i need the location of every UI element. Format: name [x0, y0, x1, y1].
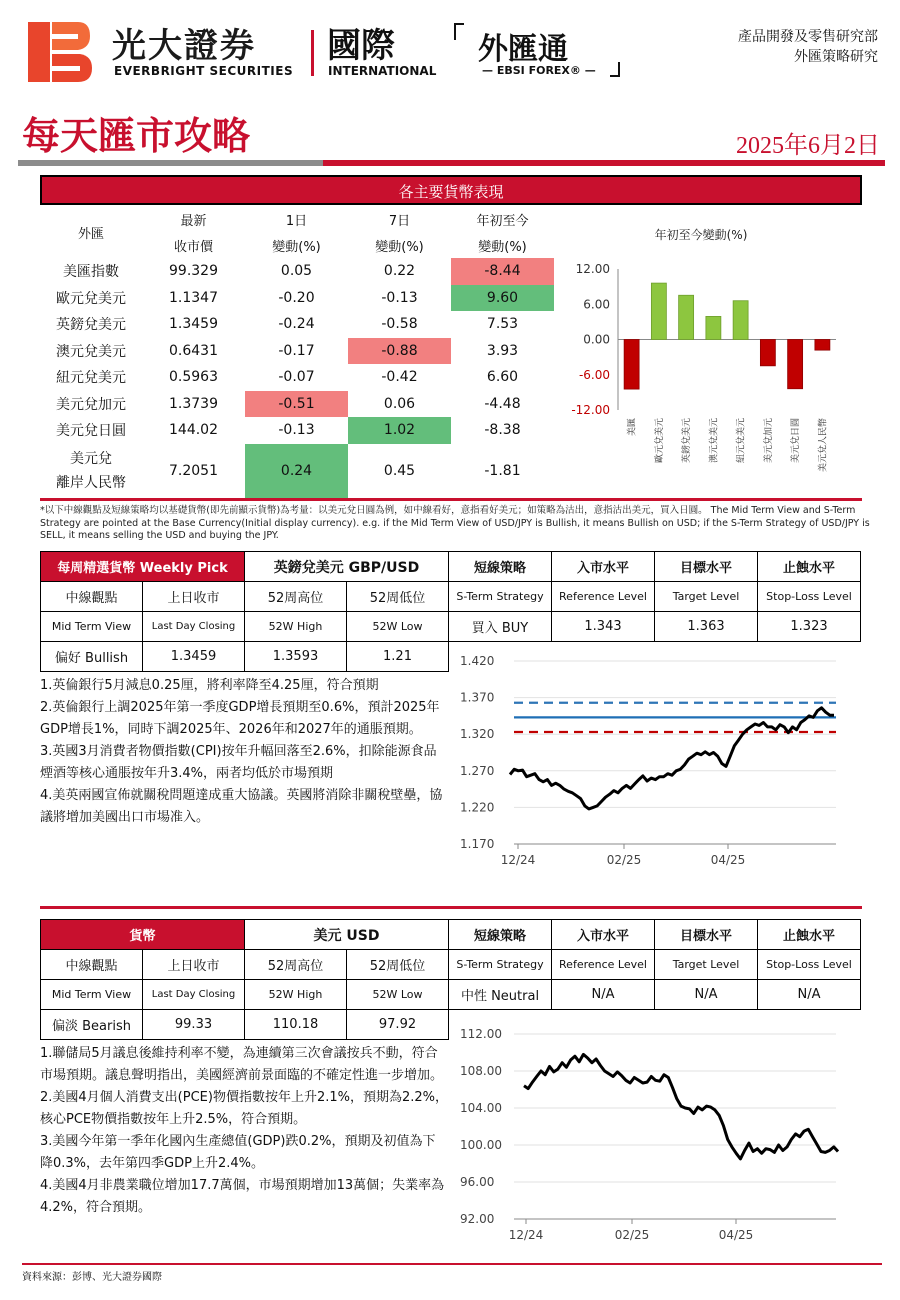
brand-international-cn: 國際 [327, 26, 395, 66]
reference-header: 入市水平 [552, 920, 655, 950]
d7-value: -0.58 [381, 316, 418, 333]
last-close-en-header: Last Day Closing [143, 980, 245, 1010]
strategy-value: 中性 Neutral [449, 980, 552, 1010]
header-ytd-1: 年初至今 [476, 213, 529, 229]
bar [651, 283, 666, 339]
y-tick-label: 1.220 [460, 800, 495, 815]
y-tick-label: 0.00 [583, 332, 610, 347]
y-tick-label: 100.00 [460, 1138, 502, 1152]
brand-name-en: EVERBRIGHT SECURITIES [114, 64, 294, 78]
strategy-en-header: S-Term Strategy [449, 950, 552, 980]
x-tick-label: 02/25 [614, 1228, 650, 1242]
table-row [40, 311, 554, 338]
close-value: 1.3739 [169, 395, 218, 412]
ytd-value: 9.60 [451, 285, 554, 312]
department-subtitle: 外匯策略研究 [794, 49, 878, 65]
high-52w-en-header: 52W High [245, 980, 347, 1010]
low-52w-value: 97.92 [347, 1010, 449, 1040]
high-52w-header: 52周高位 [245, 582, 347, 612]
target-en-header: Target Level [655, 950, 758, 980]
stoploss-header: 止蝕水平 [758, 920, 861, 950]
x-tick-label: 美匯 [627, 418, 638, 437]
stoploss-value: 1.323 [758, 612, 861, 642]
usd-pick-header: 貨幣 [41, 920, 245, 950]
x-tick-label: 美元兌加元 [763, 418, 774, 464]
d7-value: 0.45 [383, 462, 416, 479]
everbright-logo-icon [28, 20, 92, 84]
pair-name [40, 444, 142, 498]
mid-view-header: 中線觀點 [41, 950, 143, 980]
footer-rule [22, 1263, 882, 1265]
ytd-value: -1.81 [484, 462, 521, 479]
y-tick-label: 12.00 [575, 262, 610, 276]
d1-value: -0.17 [278, 342, 315, 359]
commentary-item: 3.美國今年第一季年化國內生產總值(GDP)跌0.2%，預期及初值為下降0.3%，去年第四季GDP上升2.4%。 [40, 1134, 436, 1171]
x-tick-label: 紐元兌美元 [736, 418, 747, 464]
usd-index-line-chart [452, 1022, 862, 1252]
close-value: 144.02 [169, 422, 218, 439]
commentary-item: 1.聯儲局5月議息後維持利率不變，為連續第三次會議按兵不動，符合市場預期。議息聲明指出，美國經濟前景面臨的不確定性進一步增加。 [40, 1046, 444, 1083]
y-tick-label: 108.00 [460, 1064, 502, 1078]
x-tick-label: 英鎊兌美元 [682, 418, 693, 464]
performance-banner: 各主要貨幣表現 [40, 175, 862, 205]
y-tick-label: -6.00 [578, 367, 610, 382]
department-name: 產品開發及零售研究部 [738, 29, 878, 45]
table-row [40, 364, 554, 391]
header-pair: 外匯 [77, 226, 104, 242]
methodology-note: *以下中線觀點及短線策略均以基礎貨幣(即先前顯示貨幣)為考量：以美元兌日圓為例，如中線看好，意指看好美元；如策略為沽出，意指沽出美元，買入日圓。 The Mid Term View and S-Term Strategy are pointed at the Base Currency(Initial display currency). e.g. if the Mid Term View of USD/JPY is Bullish, it means Bullish on USD; if the S-Term Strategy of USD/JPY is SELL, it means selling the USD and buying the JPY. [40, 505, 870, 541]
x-tick-label: 美元兌人民幣 [818, 418, 829, 473]
x-tick-label: 12/24 [500, 853, 536, 867]
chart-title: 年初至今變動(%) [654, 228, 748, 242]
fx-brand-en: — EBSI FOREX® — [482, 64, 596, 77]
d1-value: -0.20 [278, 289, 315, 306]
low-52w-en-header: 52W Low [347, 612, 449, 642]
stoploss-header: 止蝕水平 [758, 552, 861, 582]
high-52w-en-header: 52W High [245, 612, 347, 642]
y-tick-label: 1.320 [460, 727, 495, 742]
y-tick-label: 96.00 [460, 1175, 495, 1189]
fx-brand-cn: 外匯通 [478, 32, 568, 67]
y-tick-label: 112.00 [460, 1027, 502, 1041]
last-close-header: 上日收市 [143, 582, 245, 612]
x-tick-label: 美元兌日圓 [791, 418, 802, 464]
ytd-value: -8.38 [484, 422, 521, 439]
page-title: 每天匯市攻略 [22, 114, 251, 158]
reference-en-header: Reference Level [552, 582, 655, 612]
commentary-item: 2.英倫銀行上調2025年第一季度GDP增長預期至0.6%，預計2025年GDP增長1%，同時下調2025年、2026年和2027年的通脹預期。 [40, 700, 440, 737]
header-d7-1: 7日 [388, 213, 411, 229]
header-close-2: 收市價 [173, 239, 213, 255]
header-ytd-2: 變動(%) [478, 239, 527, 255]
ytd-value: -8.44 [451, 258, 554, 285]
y-tick-label: 1.420 [460, 654, 495, 668]
reference-header: 入市水平 [552, 552, 655, 582]
price-series-line [510, 708, 834, 809]
d1-value: -0.51 [245, 391, 348, 418]
ytd-change-bar-chart [556, 215, 866, 485]
strategy-header: 短線策略 [449, 552, 552, 582]
currency-performance-table [40, 206, 554, 498]
low-52w-header: 52周低位 [347, 950, 449, 980]
strategy-en-header: S-Term Strategy [449, 582, 552, 612]
last-close-value: 1.3459 [143, 642, 245, 672]
pair-name: 紐元兌美元 [56, 370, 126, 387]
mid-view-header: 中線觀點 [41, 582, 143, 612]
pair-name-line2: 離岸人民幣 [56, 474, 126, 491]
high-52w-value: 1.3593 [245, 642, 347, 672]
high-52w-value: 110.18 [245, 1010, 347, 1040]
d1-value: 0.05 [280, 263, 313, 280]
target-value: 1.363 [655, 612, 758, 642]
last-close-header: 上日收市 [143, 950, 245, 980]
header-d7-2: 變動(%) [375, 239, 424, 255]
stoploss-en-header: Stop-Loss Level [758, 950, 861, 980]
x-tick-label: 04/25 [718, 1228, 754, 1242]
brand-name-cn: 光大證券 [112, 26, 256, 66]
y-tick-label: 104.00 [460, 1101, 502, 1115]
d7-value: 0.06 [383, 395, 416, 412]
pair-name: 美元兌日圓 [56, 423, 126, 440]
x-tick-label: 歐元兌美元 [654, 418, 665, 464]
close-value: 0.6431 [169, 342, 218, 359]
stoploss-en-header: Stop-Loss Level [758, 582, 861, 612]
header-d1-1: 1日 [285, 213, 308, 229]
bar [706, 316, 721, 339]
mid-view-en-header: Mid Term View [41, 980, 143, 1010]
table-row [40, 285, 554, 312]
stoploss-value: N/A [758, 980, 861, 1010]
d1-value: 0.24 [245, 444, 348, 498]
close-value: 0.5963 [169, 369, 218, 386]
header-d1-2: 變動(%) [272, 239, 321, 255]
weekly-pick-pair: 英鎊兌美元 GBP/USD [245, 552, 449, 582]
commentary-item: 3.英國3月消費者物價指數(CPI)按年升幅回落至2.6%，扣除能源食品煙酒等核心通脹按年升3.4%，兩者均低於市場預期 [40, 744, 437, 781]
bar [733, 301, 748, 340]
target-header: 目標水平 [655, 552, 758, 582]
target-header: 目標水平 [655, 920, 758, 950]
d7-value: 0.22 [383, 263, 416, 280]
table-row [40, 391, 554, 418]
weekly-pick-header: 每周精選貨幣 Weekly Pick [41, 552, 245, 582]
header-rule-grey [18, 160, 323, 166]
bar [788, 340, 803, 389]
close-value: 99.329 [169, 263, 218, 280]
ytd-value: 3.93 [486, 342, 519, 359]
d1-value: -0.24 [278, 316, 315, 333]
pair-name: 美元兌加元 [56, 396, 126, 413]
pair-name: 歐元兌美元 [56, 290, 126, 307]
commentary-item: 1.英倫銀行5月減息0.25厘，將利率降至4.25厘，符合預期 [40, 678, 379, 693]
d7-value: -0.88 [348, 338, 451, 365]
d1-value: -0.13 [278, 422, 315, 439]
reference-value: 1.343 [552, 612, 655, 642]
bar [815, 340, 830, 351]
last-close-value: 99.33 [143, 1010, 245, 1040]
y-tick-label: 1.270 [460, 763, 495, 778]
y-tick-label: 6.00 [583, 297, 610, 312]
pair-name: 美匯指數 [63, 264, 119, 281]
y-tick-label: -12.00 [571, 403, 610, 417]
ytd-value: 7.53 [486, 316, 519, 333]
close-value: 1.3459 [169, 316, 218, 333]
commentary-item: 4.美英兩國宣佈就關稅問題達成重大協議。英國將消除非關稅壁壘，協議將增加美國出口市場准入。 [40, 788, 443, 825]
bar [760, 340, 775, 366]
pick2-commentary [40, 1043, 448, 1219]
d7-value: -0.13 [381, 289, 418, 306]
commentary-item: 4.美國4月非農業職位增加17.7萬個，市場預期增加13萬個；失業率為4.2%，符合預期。 [40, 1178, 445, 1215]
gbpusd-line-chart [452, 650, 862, 875]
section-divider [40, 906, 862, 909]
pick1-commentary [40, 675, 448, 829]
data-source: 資料來源：彭博、光大證券國際 [22, 1272, 162, 1283]
low-52w-header: 52周低位 [347, 582, 449, 612]
last-close-en-header: Last Day Closing [143, 612, 245, 642]
high-52w-header: 52周高位 [245, 950, 347, 980]
mid-view-en-header: Mid Term View [41, 612, 143, 642]
close-value: 1.1347 [169, 289, 218, 306]
table-row [40, 417, 554, 444]
pair-name: 英鎊兌美元 [56, 317, 126, 334]
usd-pick-pair: 美元 USD [245, 920, 449, 950]
low-52w-value: 1.21 [347, 642, 449, 672]
report-date: 2025年6月2日 [736, 133, 880, 159]
y-tick-label: 1.370 [460, 690, 495, 705]
strategy-header: 短線策略 [449, 920, 552, 950]
pair-name: 澳元兌美元 [56, 343, 126, 360]
bar [679, 295, 694, 339]
note-divider [40, 498, 862, 501]
mid-view-value: 偏淡 Bearish [41, 1010, 143, 1040]
d7-value: -0.42 [381, 369, 418, 386]
ytd-value: 6.60 [486, 369, 519, 386]
d1-value: -0.07 [278, 369, 315, 386]
table-row [40, 338, 554, 365]
header-close-1: 最新 [180, 213, 207, 229]
d7-value: 1.02 [348, 417, 451, 444]
low-52w-en-header: 52W Low [347, 980, 449, 1010]
target-value: N/A [655, 980, 758, 1010]
ytd-value: -4.48 [484, 395, 521, 412]
header-rule-red [323, 160, 885, 166]
close-value: 7.2051 [169, 462, 218, 479]
brand-divider [311, 30, 314, 76]
commentary-item: 2.美國4月個人消費支出(PCE)物價指數按年上升2.1%，預期為2.2%，核心PCE物價指數按年上升2.5%，符合預期。 [40, 1090, 449, 1127]
x-tick-label: 澳元兌美元 [709, 418, 720, 464]
y-tick-label: 92.00 [460, 1212, 495, 1226]
target-en-header: Target Level [655, 582, 758, 612]
x-tick-label: 02/25 [606, 853, 642, 867]
x-tick-label: 04/25 [710, 853, 746, 867]
price-series-line [524, 1054, 838, 1159]
table-row [40, 258, 554, 285]
x-tick-label: 12/24 [508, 1228, 544, 1242]
mid-view-value: 偏好 Bullish [41, 642, 143, 672]
reference-value: N/A [552, 980, 655, 1010]
table-row [40, 444, 554, 498]
strategy-value: 買入 BUY [449, 612, 552, 642]
brand-international-en: INTERNATIONAL [328, 64, 437, 78]
pair-name-line1: 美元兌 [70, 450, 112, 467]
y-tick-label: 1.170 [460, 837, 495, 851]
reference-en-header: Reference Level [552, 950, 655, 980]
bar [624, 340, 639, 390]
